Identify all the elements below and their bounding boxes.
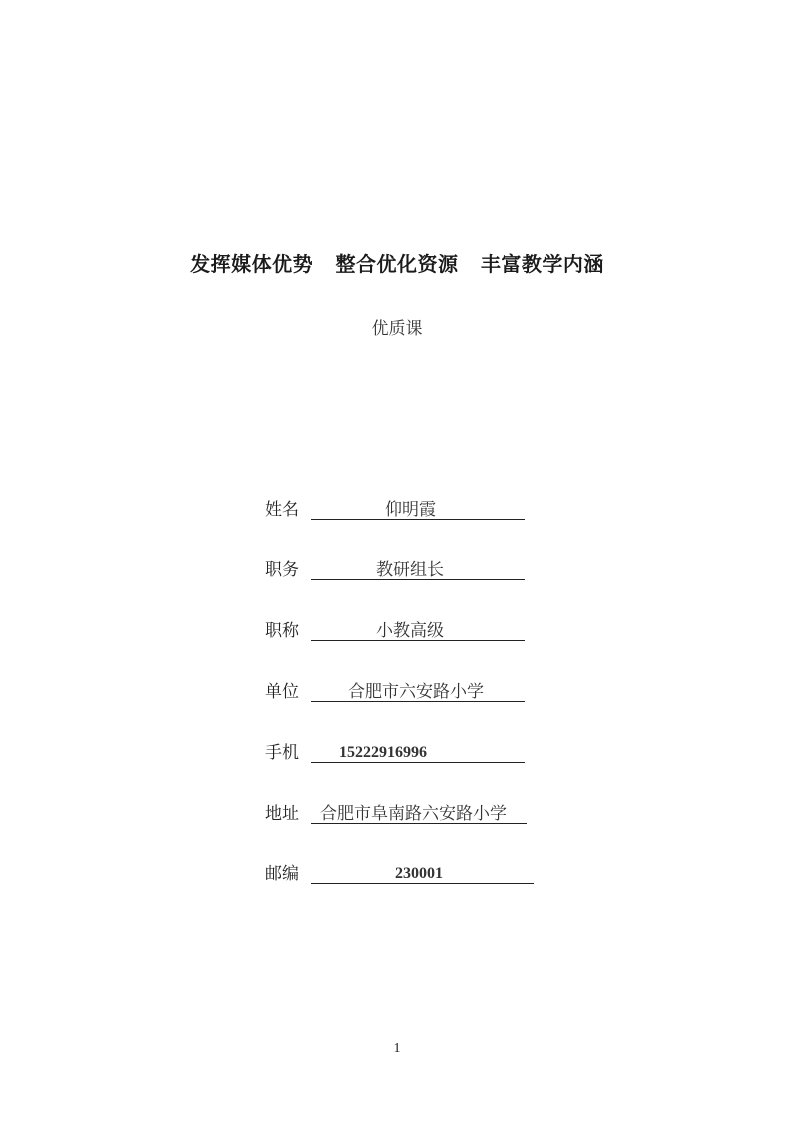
field-postcode-value: 230001 (311, 864, 534, 884)
field-name-value: 仰明霞 (311, 500, 525, 520)
field-position (265, 556, 525, 580)
field-name (265, 496, 525, 520)
field-name-label: 姓名 (265, 500, 299, 520)
document-subtitle: 优质课 (371, 319, 423, 339)
field-position-value: 教研组长 (311, 560, 525, 580)
field-phone (265, 739, 525, 763)
field-address (265, 800, 527, 824)
field-phone-label: 手机 (265, 743, 299, 763)
field-rank-label: 职称 (265, 621, 299, 641)
field-address-value: 合肥市阜南路六安路小学 (311, 804, 527, 824)
field-postcode (265, 860, 534, 884)
field-position-label: 职务 (265, 560, 299, 580)
field-postcode-label: 邮编 (265, 864, 299, 884)
field-address-label: 地址 (265, 804, 299, 824)
field-unit-label: 单位 (265, 682, 299, 702)
field-rank (265, 617, 525, 641)
field-unit-value: 合肥市六安路小学 (311, 682, 525, 702)
page-number: 1 (393, 1041, 401, 1056)
field-rank-value: 小教高级 (311, 621, 525, 641)
field-unit (265, 678, 525, 702)
field-phone-value: 15222916996 (311, 743, 525, 763)
document-title: 发挥媒体优势 整合优化资源 丰富教学内涵 (190, 252, 604, 276)
